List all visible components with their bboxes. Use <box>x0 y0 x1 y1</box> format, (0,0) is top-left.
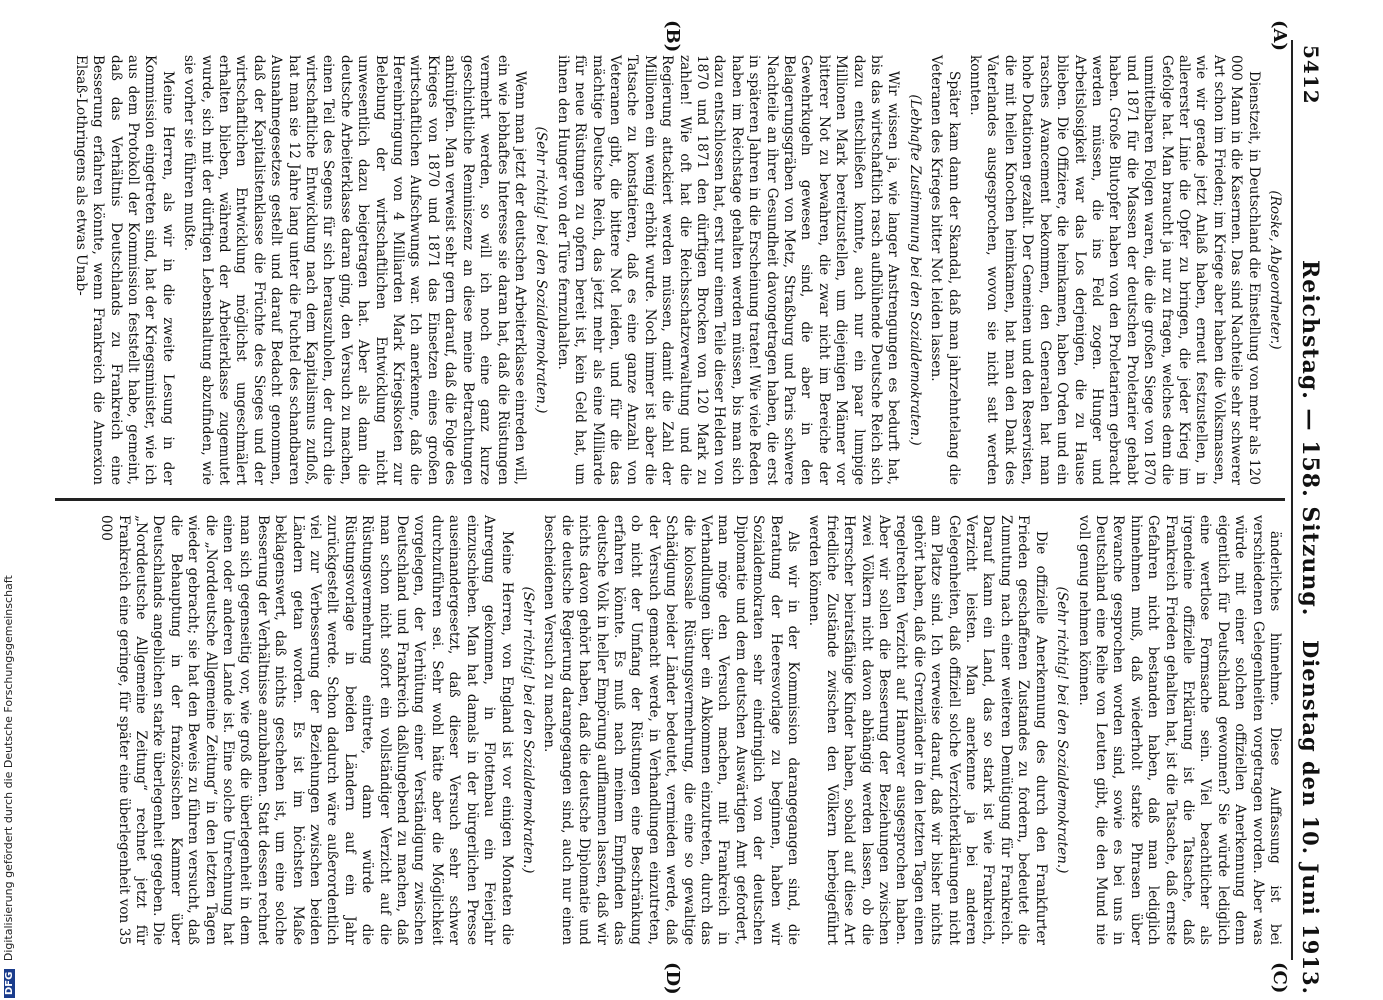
paragraph: Meine Herren, von England ist vor einigen Monaten die Anregung gekommen, in Flottenbau ein Feierjahr einzuschieben. Man hat damals in der bürgerlichen Presse auseinandergesetzt, daß dieser Versuch sehr schwer durchzuführen sei. Sehr wohl hätte aber die Möglichkeit vorgelegen, der Verhütung einer Verständigung zwischen Deutschland und Frankreich daßlungebend zu machen, daß man schon nicht sofort ein vollständiger Verzicht auf die Rüstungsvermehrung eintrete, dann würde die Rüstungsvorlage in beiden Ländern auf ein Jahr zurückgestellt werde. Schon dadurch wäre außerordentlich viel zur Verbesserung der Beziehungen zwischen beiden Ländern getan worden. Es ist im höchsten Maße beklagenswert, daß nichts geschehen ist, um eine solche Besserung der Verhältnisse anzubahnen. Statt dessen rechnet man sich gegenseitig vor, wie groß die überlegenheit in dem einen oder anderen Lande ist. Eine solche Unrechnung hat die „Norddeutsche Allgemeine Zeitung“ in den letzten Tagen wieder gebracht; sie hat den Beweis zu führen versucht, daß die Behauptung in der französischen Kammer über Deutschlands angeblichen starke überlegenheit gegeben. Die „Norddeutsche Allgemeine Zeitung“ rechnet jetzt für Frankreich eine geringe, für später eine überlegenheit von 35 000 <box>98 515 515 945</box>
speaker-label: (Roske, Abgeordneter.) <box>1267 190 1283 350</box>
interjection: (Lebhafte Zustimmung bei den Sozialdemokraten.) <box>906 94 923 446</box>
paragraph: Dienstzeit, in Deutschland die Einstellung von mehr als 120 000 Mann in die Kasernen. Das sind Nachteile sehr schwerer Art schon im Frieden; im Kriege aber haben die Volksmassen, wie wir gerade jetzt Anlaß haben, erneut festzustellen, in allererster Linie die Opfer zu bringen, die jeder Krieg im Gefolge hat. Man braucht ja nur zu fragen, welches denn die unmittelbaren Folgen waren, die die großen Siege von 1870 und 1871 für die Massen der deutschen Proletarier gehabt haben. Große Blutopfer haben von den Proletariern gebracht werden müssen, die ins Feld zogen. Hunger und Arbeitslosigkeit war das Los derjenigen, die zu Hause blieben. Die Offiziere, die heimkamen, haben Orden und ein rasches Avancement bekommen, den Generalen hat man hohe Dotationen gezahlt. Der Gemeinen und den Reservisten, die mit heilen Knochen heimkamen, hat man den Dank des Vaterlandes ausgesprochen, wovon sie nicht satt werden konnten. <box>967 55 1262 485</box>
margin-marker-b: (B) <box>662 20 683 53</box>
digitization-credit <box>2 0 18 998</box>
right-column <box>93 515 1283 945</box>
paragraph: änderliches hinnehme. Diese Auffassung ist bei verschiedenen Gelegenheiten vorgetragen worden. Aber was würde mit einer solchen offiziellen Anerkennung denn eigentlich für Deutschland gewonnen? Sie würde lediglich eine wertlose Formsache sein. Viel beachtlicher als irgendeine offizielle Erklärung ist die Tatsache, daß Frankreich Frieden gehalten hat, ist die Tatsache, daß ernste Gefahren nicht bestanden haben, daß man lediglich hinnehmen muß, daß wiederholt starke Phrasen über Revanche gesprochen worden sind, sowie es bei uns in Deutschland eine Reihe von Leuten gibt, die den Mund nie voll genug nehmen können. <box>1075 515 1283 945</box>
interjection: (Sehr richtig! bei den Sozialdemokraten.) <box>1054 586 1071 874</box>
paragraph: Später kam dann der Skandal, daß man jahrzehntelang die Veteranen des Krieges bitter Not leiden lassen. <box>928 55 962 485</box>
paragraph: Die offizielle Anerkennung des durch den Frankfurter Frieden geschaffenen Zustandes zu fordern, bedeutet die Zumutung nach einer weiteren Demütigung für Frankreich. Darauf kann ein Land, das so stark ist wie Frankreich, Verzicht leisten. Man anerkenne ja bei anderen Gelegenheiten, daß offiziell solche Verzichterklärungen nicht am Platze sind. Ich verweise darauf, daß wir bisher nichts gehört haben, daß die Grenzländer in den letzten Tagen einen regelrechten Verzicht auf Hannover ausgesprochen haben. Aber wir sollen die Besserung der Beziehungen zwischen zwei Völkern nicht davon abhängig werden lassen, ob die Herrscher beiratsfähige Kinder haben, sobald auf diese Art friedliche Zustände zwischen den Völkern herbeigeführt werden können. <box>806 515 1049 945</box>
margin-marker-d: (D) <box>662 962 683 995</box>
dfg-logo-icon: DFG <box>4 969 15 998</box>
interjection: (Sehr richtig! bei den Sozialdemokraten.) <box>519 586 536 874</box>
document-page <box>55 0 1345 1000</box>
paragraph: Meine Herren, als wir in die zweite Lesung in der Kommission eingetreten sind, hat der Kriegsminister, wie ich aus dem Protokoll der Kommission feststellt habe, gemeint, daß das Verhältnis Deutschlands zu Frankreich eine Besserung erfahren könnte, wenn Frankreich die Annexion Elsaß-Lothringens als etwas Unab- <box>72 55 176 485</box>
paragraph: Wir wissen ja, wie langer Anstrengungen es bedurft hat, bis das wirtschaftlich rasch aufblühende Deutsche Reich sich dazu entschließen konnte, auch nur ein paar lumpige Millionen Mark bereitzustellen, um diejenigen Männer vor bitterer Not zu bewahren, die zwar nicht im Bereiche der Gewehrkugeln gewesen sind, die aber in den Belagerungsgräben von Metz, Straßburg und Paris schwere Nachteile an ihrer Gesundheit davongetragen haben, die erst in späteren Jahren in die Erscheinung traten! Wie viele Reden haben im Reichstage gehalten werden müssen, bis man sich dazu entschlossen hat, erst nur einem Teile dieser Helden von 1870 und 1871 den dürftigen Brocken von 120 Mark zu zahlen! Wie oft hat die Reichsschatzverwaltung und die Regierung attackiert werden müssen, damit die Zahl der Millionen ein wenig erhöht wurde. Noch immer ist aber die Tatsache zu konstatieren, daß es eine ganze Anzahl von Veteranen gibt, die bittere Not leiden, und für die das mächtige Deutsche Reich, das jetzt mehr als eine Milliarde für neue Rüstungen zu opfern bereit ist, kein Geld hat, um ihnen den Hunger von der Türe fernzuhalten. <box>554 55 902 485</box>
paragraph: Als wir in der Kommission darangegangen sind, die Beratung der Heeresvorlage zu beginnen, haben wir Sozialdemokraten sehr eindringlich von der deutschen Diplomatie und dem deutschen Auswärtigen Amt gefordert, man möge den Versuch machen, mit Frankreich in Verhandlungen über ein Abkommen einzutreten, durch das die kolossale Rüstungsvermehrung, die eine so gewaltige Schädigung beider Länder bedeutet, vermieden werde, daß der Versuch gemacht werde, in Verhandlungen einzutreten, ob nicht der Umfang der Rüstungen eine Beschränkung erfahren könnte. Es muß nach meinem Empfinden das deutsche Volk in heller Empörung aufflammen lassen, daß wir nichts davon gehört haben, daß die deutsche Diplomatie und die deutsche Regierung darangegangen sind, auch nur einen bescheidenen Versuch zu machen. <box>541 515 802 945</box>
session-title: Reichstag. — 158. Sitzung. <box>1297 260 1323 617</box>
session-date: Dienstag den 10. Juni 1913. <box>1298 640 1323 995</box>
page-number: 5412 <box>1299 45 1323 105</box>
column-divider <box>55 498 1285 501</box>
credit-text: Digitalisierung gefördert durch die Deutsche Forschungsgemeinschaft <box>2 575 15 962</box>
margin-marker-c: (C) <box>1269 962 1290 994</box>
paragraph: Wenn man jetzt der deutschen Arbeiterklasse einreden will, ein wie lebhaftes Interesse sie daran hat, daß die Rüstungen vermehrt werden, so will ich noch eine ganz kurze geschichtliche Reminiszenz an diese meine Betrachtungen anknüpfen. Man verweist sehr gern darauf, daß die Folge des Krieges von 1870 und 1871 das Einsetzen eines großen wirtschaftlichen Aufschwungs war. Ich anerkenne, daß die Hereinbringung von 4 Milliarden Mark Kriegskosten zur Belebung der wirtschaftlichen Entwicklung nicht unwesentlich dazu beigetragen hat. Aber als dann die deutsche Arbeiterklasse daran ging, den Versuch zu machen, einen Teil des Segens für sich herauszuholen, der durch die wirtschaftliche Entwicklung nach dem Kapitalismus zufloß, hat man sie 12 Jahre lang unter die Fuchtel des schandbaren Ausnahmegesetzes gestellt und darauf Bedacht genommen, daß der Kapitalistenklasse die Früchte des Sieges und der wirtschaftlichen Entwicklung möglichst ungeschmälert erhalten blieben, während der Arbeiterklasse zugemutet wurde, sich mit der dürftigen Lebenshaltung abzufinden, wie sie vorher sie führen mußte. <box>181 55 528 485</box>
header-rule <box>1291 40 1293 960</box>
left-column <box>67 55 1283 485</box>
page-header <box>1283 0 1323 1000</box>
interjection: (Sehr richtig! bei den Sozialdemokraten.) <box>533 126 550 414</box>
margin-marker-a: (A) <box>1269 20 1290 51</box>
